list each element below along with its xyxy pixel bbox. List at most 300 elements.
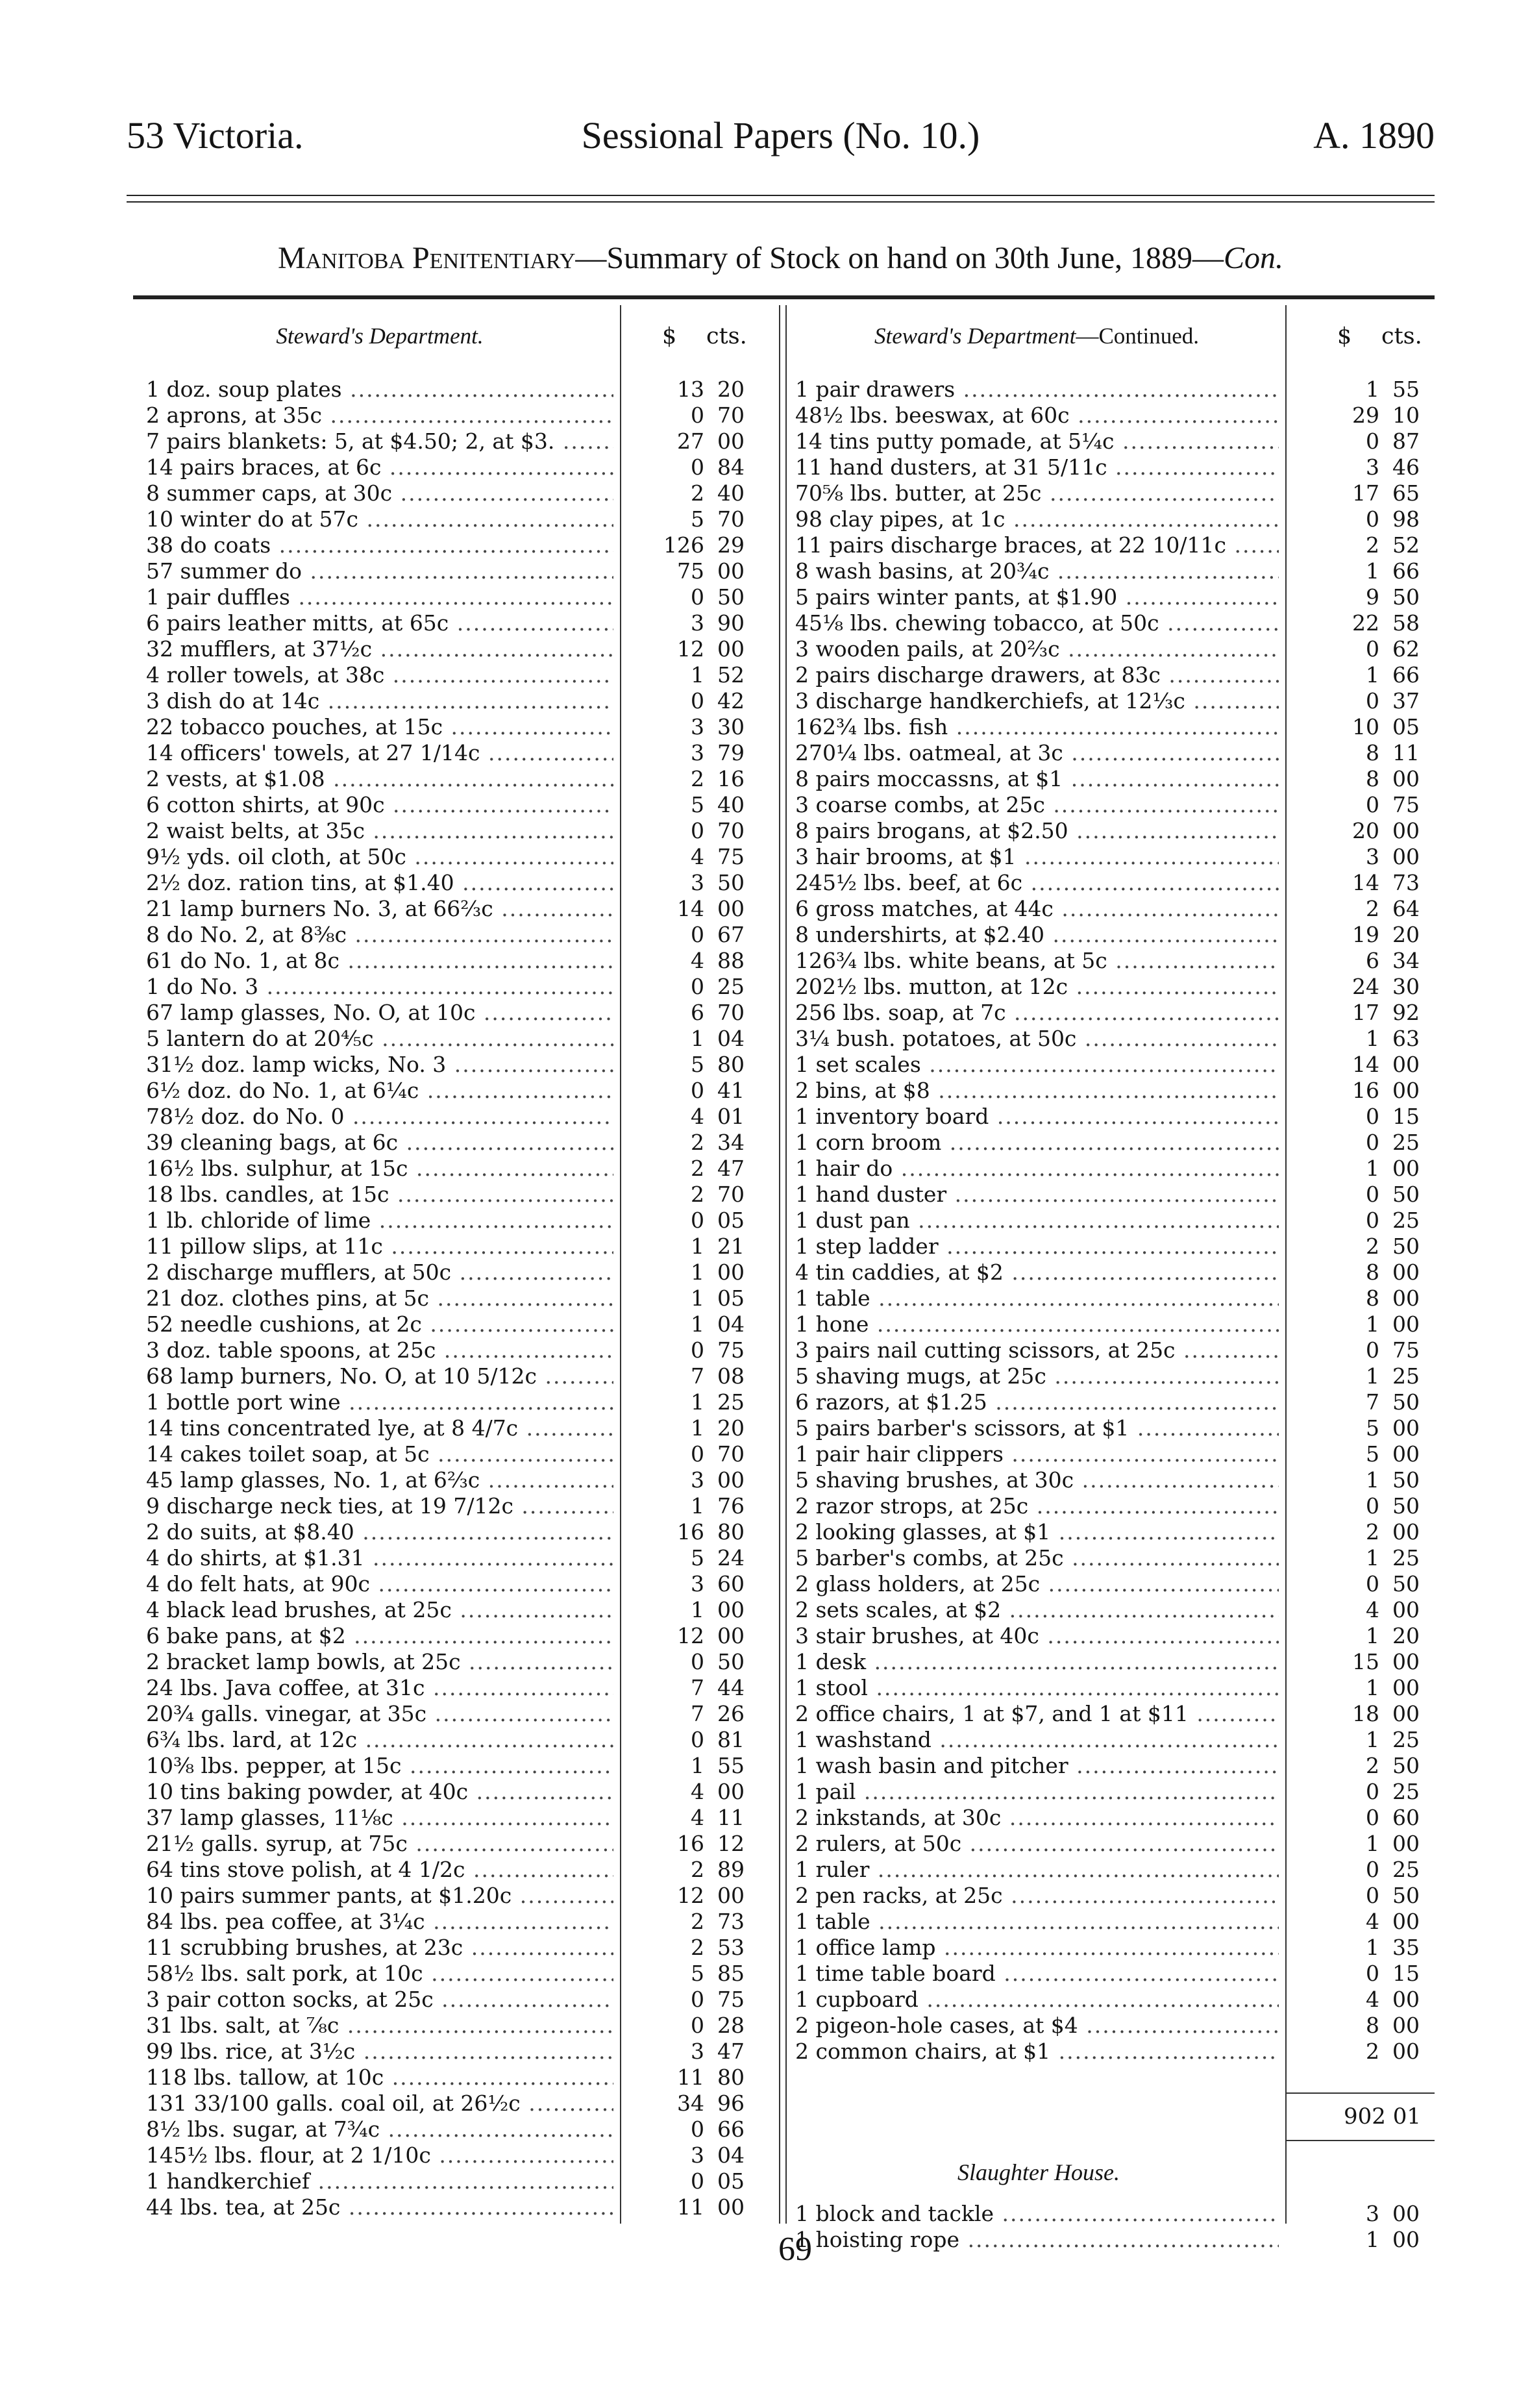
item-description: 4 do shirts, at $1.31 ..... xyxy=(146,1545,613,1571)
item-cents: 00 xyxy=(717,896,745,921)
table-row xyxy=(146,2116,756,2142)
table-row xyxy=(146,896,756,922)
item-cents: 58 xyxy=(1392,610,1420,636)
table-row xyxy=(795,1156,1438,1182)
item-dollars: 2 xyxy=(691,1182,704,1207)
table-row xyxy=(795,1675,1438,1701)
table-row xyxy=(795,792,1438,818)
item-dollars: 1 xyxy=(1366,1363,1379,1389)
item-dollars: 0 xyxy=(691,2116,704,2142)
item-description: 8 do No. 2, at 8⅜c ..... xyxy=(146,922,613,948)
item-description: 31 lbs. salt, at ⅞c ..... xyxy=(146,2013,613,2039)
table-row xyxy=(146,1571,756,1597)
item-dollars: 2 xyxy=(691,1156,704,1181)
item-cents: 00 xyxy=(717,1467,745,1493)
right-item-list xyxy=(795,377,1438,2065)
item-cents: 40 xyxy=(717,480,745,506)
item-cents: 75 xyxy=(717,844,745,869)
header-session: 53 Victoria. xyxy=(127,114,304,156)
table-row xyxy=(146,740,756,766)
item-cents: 80 xyxy=(717,2065,745,2090)
item-description: 52 needle cushions, at 2c ..... xyxy=(146,1311,613,1337)
item-cents: 70 xyxy=(717,403,745,428)
table-row xyxy=(146,1701,756,1727)
item-dollars: 8 xyxy=(1366,1260,1379,1285)
item-cents: 00 xyxy=(717,1623,745,1648)
item-dollars: 5 xyxy=(691,792,704,817)
item-cents: 15 xyxy=(1392,1104,1420,1129)
item-description: 245½ lbs. beef, at 6c ..... xyxy=(795,870,1279,896)
item-description: 2 common chairs, at $1 ..... xyxy=(795,2039,1279,2065)
item-cents: 00 xyxy=(1392,1909,1420,1934)
item-description: 38 do coats ..... xyxy=(146,532,613,558)
table-row xyxy=(146,948,756,974)
item-cents: 92 xyxy=(1392,1000,1420,1025)
item-description: 1 lb. chloride of lime ..... xyxy=(146,1208,613,1234)
item-cents: 00 xyxy=(1392,1675,1420,1700)
item-cents: 47 xyxy=(717,2039,745,2064)
table-row xyxy=(795,610,1438,636)
item-cents: 80 xyxy=(717,1052,745,1077)
table-row xyxy=(795,896,1438,922)
item-cents: 52 xyxy=(1392,532,1420,558)
item-description: 2 discharge mufflers, at 50c ..... xyxy=(146,1260,613,1285)
table-row xyxy=(146,870,756,896)
table-row xyxy=(146,1078,756,1104)
item-description: 3 coarse combs, at 25c ..... xyxy=(795,792,1279,818)
item-dollars: 20 xyxy=(1352,818,1379,843)
item-description: 2 office chairs, 1 at $7, and 1 at $11 ..... xyxy=(795,1701,1279,1727)
item-cents: 35 xyxy=(1392,1935,1420,1960)
table-row xyxy=(146,1909,756,1935)
item-dollars: 0 xyxy=(691,584,704,610)
item-cents: 25 xyxy=(1392,1779,1420,1804)
table-row xyxy=(146,1545,756,1571)
item-cents: 00 xyxy=(717,1260,745,1285)
item-dollars: 0 xyxy=(1366,792,1379,817)
table-row xyxy=(146,714,756,740)
item-description: 5 pairs winter pants, at $1.90 ..... xyxy=(795,584,1279,610)
table-row xyxy=(146,922,756,948)
item-dollars: 0 xyxy=(1366,1208,1379,1233)
table-row xyxy=(795,403,1438,428)
item-description: 145½ lbs. flour, at 2 1/10c ..... xyxy=(146,2142,613,2168)
title-rule xyxy=(133,295,1435,299)
table-row xyxy=(795,454,1438,480)
item-dollars: 5 xyxy=(691,1961,704,1986)
table-row xyxy=(146,558,756,584)
item-cents: 70 xyxy=(717,506,745,532)
item-dollars: 4 xyxy=(1366,1597,1379,1622)
item-cents: 25 xyxy=(1392,1857,1420,1882)
table-row xyxy=(146,1000,756,1026)
item-dollars: 5 xyxy=(691,1052,704,1077)
table-row xyxy=(795,1597,1438,1623)
table-row xyxy=(146,1156,756,1182)
item-dollars: 4 xyxy=(691,1805,704,1830)
item-description: 10 tins baking powder, at 40c ..... xyxy=(146,1779,613,1805)
item-dollars: 0 xyxy=(1366,636,1379,662)
running-header xyxy=(127,114,1435,166)
item-description: 1 do No. 3 ..... xyxy=(146,974,613,1000)
table-row xyxy=(146,1519,756,1545)
table-row xyxy=(795,662,1438,688)
item-description: 67 lamp glasses, No. O, at 10c ..... xyxy=(146,1000,613,1026)
item-dollars: 4 xyxy=(1366,1909,1379,1934)
item-description: 1 office lamp ..... xyxy=(795,1935,1279,1961)
item-cents: 01 xyxy=(717,1104,745,1129)
column-rule xyxy=(785,305,787,2224)
item-dollars: 1 xyxy=(691,1260,704,1285)
item-dollars: 0 xyxy=(1366,1182,1379,1207)
item-cents: 04 xyxy=(717,2142,745,2168)
table-row xyxy=(146,1961,756,1987)
item-cents: 37 xyxy=(1392,688,1420,714)
item-description: 32 mufflers, at 37½c ..... xyxy=(146,636,613,662)
table-row xyxy=(795,558,1438,584)
item-cents: 25 xyxy=(1392,1208,1420,1233)
item-dollars: 0 xyxy=(691,1078,704,1103)
item-dollars: 8 xyxy=(1366,766,1379,791)
item-dollars: 3 xyxy=(691,1571,704,1596)
item-cents: 00 xyxy=(1392,1311,1420,1337)
item-dollars: 10 xyxy=(1352,714,1379,739)
item-cents: 21 xyxy=(717,1234,745,1259)
item-dollars: 0 xyxy=(691,974,704,999)
table-row xyxy=(795,1727,1438,1753)
item-dollars: 0 xyxy=(691,688,704,714)
item-dollars: 0 xyxy=(691,1987,704,2012)
table-row xyxy=(795,532,1438,558)
table-row xyxy=(795,1130,1438,1156)
item-description: 18 lbs. candles, at 15c ..... xyxy=(146,1182,613,1208)
left-column-heading: Steward's Department. xyxy=(276,323,484,349)
item-description: 6½ doz. do No. 1, at 6¼c ..... xyxy=(146,1078,613,1104)
item-description: 11 hand dusters, at 31 5/11c ..... xyxy=(795,454,1279,480)
item-cents: 63 xyxy=(1392,1026,1420,1051)
item-description: 45 lamp glasses, No. 1, at 6⅔c ..... xyxy=(146,1467,613,1493)
table-row xyxy=(795,1545,1438,1571)
item-cents: 40 xyxy=(717,792,745,817)
item-dollars: 3 xyxy=(1366,2201,1379,2226)
item-cents: 04 xyxy=(717,1026,745,1051)
item-description: 3 stair brushes, at 40c ..... xyxy=(795,1623,1279,1649)
title-main: —Summary of Stock on hand on 30th June, 1889— xyxy=(575,241,1224,275)
item-description: 10 pairs summer pants, at $1.20c ..... xyxy=(146,1883,613,1909)
item-cents: 29 xyxy=(717,532,745,558)
item-dollars: 0 xyxy=(1366,1857,1379,1882)
table-row xyxy=(795,1441,1438,1467)
item-cents: 00 xyxy=(1392,1260,1420,1285)
item-description: 84 lbs. pea coffee, at 3¼c ..... xyxy=(146,1909,613,1935)
item-cents: 00 xyxy=(717,2194,745,2220)
item-description: 48½ lbs. beeswax, at 60c ..... xyxy=(795,403,1279,428)
table-row xyxy=(795,1961,1438,1987)
item-dollars: 29 xyxy=(1352,403,1379,428)
table-row xyxy=(795,1285,1438,1311)
item-description: 14 cakes toilet soap, at 5c ..... xyxy=(146,1441,613,1467)
total-value: 902 01 xyxy=(1344,2104,1421,2129)
table-row xyxy=(146,377,756,403)
total-rule-top xyxy=(1285,2092,1435,2094)
item-dollars: 0 xyxy=(691,818,704,843)
table-row xyxy=(146,2142,756,2168)
table-row xyxy=(146,480,756,506)
total-rule-bottom xyxy=(1285,2140,1435,2141)
item-description: 61 do No. 1, at 8c ..... xyxy=(146,948,613,974)
item-cents: 75 xyxy=(717,1987,745,2012)
table-row xyxy=(146,1675,756,1701)
item-dollars: 2 xyxy=(1366,2039,1379,2064)
item-cents: 00 xyxy=(1392,1831,1420,1856)
item-description: 10 winter do at 57c ..... xyxy=(146,506,613,532)
table-row xyxy=(146,1467,756,1493)
table-row xyxy=(795,1493,1438,1519)
item-description: 1 hair do ..... xyxy=(795,1156,1279,1182)
table-row xyxy=(146,1104,756,1130)
item-cents: 67 xyxy=(717,922,745,947)
item-dollars: 17 xyxy=(1352,1000,1379,1025)
table-row xyxy=(795,1000,1438,1026)
table-row xyxy=(146,792,756,818)
item-description: 6 razors, at $1.25 ..... xyxy=(795,1389,1279,1415)
item-cents: 73 xyxy=(1392,870,1420,895)
item-cents: 76 xyxy=(717,1493,745,1519)
item-dollars: 5 xyxy=(691,1545,704,1570)
item-description: 2½ doz. ration tins, at $1.40 ..... xyxy=(146,870,613,896)
item-dollars: 1 xyxy=(1366,1831,1379,1856)
item-description: 131 33/100 galls. coal oil, at 26½c ..... xyxy=(146,2091,613,2116)
item-cents: 73 xyxy=(717,1909,745,1934)
item-cents: 87 xyxy=(1392,428,1420,454)
item-cents: 26 xyxy=(717,1701,745,1726)
item-description: 1 inventory board ..... xyxy=(795,1104,1279,1130)
item-description: 21 doz. clothes pins, at 5c ..... xyxy=(146,1285,613,1311)
item-description: 1 hone ..... xyxy=(795,1311,1279,1337)
table-row xyxy=(146,662,756,688)
item-dollars: 0 xyxy=(691,922,704,947)
item-description: 14 tins concentrated lye, at 8 4/7c ..... xyxy=(146,1415,613,1441)
table-row xyxy=(795,1883,1438,1909)
item-description: 6 cotton shirts, at 90c ..... xyxy=(146,792,613,818)
item-cents: 47 xyxy=(717,1156,745,1181)
table-row xyxy=(146,1831,756,1857)
item-description: 2 do suits, at $8.40 ..... xyxy=(146,1519,613,1545)
table-row xyxy=(795,1805,1438,1831)
item-description: 6 pairs leather mitts, at 65c ..... xyxy=(146,610,613,636)
item-description: 11 pairs discharge braces, at 22 10/11c ..... xyxy=(795,532,1279,558)
table-row xyxy=(146,1987,756,2013)
item-dollars: 3 xyxy=(691,610,704,636)
table-row xyxy=(795,1649,1438,1675)
item-cents: 30 xyxy=(717,714,745,739)
table-row xyxy=(795,2039,1438,2065)
item-cents: 12 xyxy=(717,1831,745,1856)
item-dollars: 1 xyxy=(1366,2227,1379,2252)
table-row xyxy=(795,584,1438,610)
item-description: 1 ruler ..... xyxy=(795,1857,1279,1883)
table-row xyxy=(146,2168,756,2194)
item-cents: 84 xyxy=(717,454,745,480)
right-cents-heading: cts. xyxy=(1381,323,1422,349)
item-cents: 20 xyxy=(717,1415,745,1441)
item-cents: 25 xyxy=(1392,1363,1420,1389)
item-dollars: 0 xyxy=(1366,688,1379,714)
right-column-heading: Steward's Department—Continued. xyxy=(874,323,1200,349)
item-description: 58½ lbs. salt pork, at 10c ..... xyxy=(146,1961,613,1987)
item-description: 2 bins, at $8 ..... xyxy=(795,1078,1279,1104)
item-description: 16½ lbs. sulphur, at 15c ..... xyxy=(146,1156,613,1182)
table-row xyxy=(146,1779,756,1805)
item-description: 45⅛ lbs. chewing tobacco, at 50c ..... xyxy=(795,610,1279,636)
table-row xyxy=(795,818,1438,844)
item-cents: 34 xyxy=(717,1130,745,1155)
slaughter-house-list xyxy=(795,2201,1438,2253)
item-dollars: 1 xyxy=(691,1493,704,1519)
item-dollars: 2 xyxy=(691,480,704,506)
item-description: 3 pairs nail cutting scissors, at 25c ..... xyxy=(795,1337,1279,1363)
table-row xyxy=(146,636,756,662)
item-description: 270¼ lbs. oatmeal, at 3c ..... xyxy=(795,740,1279,766)
item-dollars: 1 xyxy=(1366,1026,1379,1051)
item-dollars: 0 xyxy=(1366,1337,1379,1363)
table-row xyxy=(795,1909,1438,1935)
item-description: 14 officers' towels, at 27 1/14c ..... xyxy=(146,740,613,766)
item-cents: 90 xyxy=(717,610,745,636)
item-cents: 70 xyxy=(717,1000,745,1025)
table-row xyxy=(795,1234,1438,1260)
table-row xyxy=(146,1415,756,1441)
table-row xyxy=(795,714,1438,740)
item-cents: 25 xyxy=(1392,1727,1420,1752)
item-description: 3¼ bush. potatoes, at 50c ..... xyxy=(795,1026,1279,1052)
item-cents: 64 xyxy=(1392,896,1420,921)
table-row xyxy=(146,428,756,454)
table-row xyxy=(146,1805,756,1831)
item-description: 78½ doz. do No. 0 ..... xyxy=(146,1104,613,1130)
item-description: 2 pairs discharge drawers, at 83c ..... xyxy=(795,662,1279,688)
item-dollars: 4 xyxy=(691,948,704,973)
table-row xyxy=(795,1987,1438,2013)
item-cents: 05 xyxy=(717,2168,745,2194)
item-cents: 89 xyxy=(717,1857,745,1882)
item-cents: 65 xyxy=(1392,480,1420,506)
item-dollars: 1 xyxy=(1366,558,1379,584)
item-cents: 88 xyxy=(717,948,745,973)
item-cents: 00 xyxy=(1392,1649,1420,1674)
item-cents: 80 xyxy=(717,1519,745,1545)
item-cents: 00 xyxy=(1392,1078,1420,1103)
table-row xyxy=(146,2039,756,2065)
item-description: 3 hair brooms, at $1 ..... xyxy=(795,844,1279,870)
item-dollars: 3 xyxy=(691,2039,704,2064)
table-row xyxy=(146,688,756,714)
item-cents: 00 xyxy=(1392,1701,1420,1726)
item-dollars: 1 xyxy=(1366,1311,1379,1337)
table-row xyxy=(795,1104,1438,1130)
item-description: 2 waist belts, at 35c ..... xyxy=(146,818,613,844)
item-dollars: 1 xyxy=(691,1753,704,1778)
item-dollars: 3 xyxy=(1366,454,1379,480)
item-dollars: 3 xyxy=(691,2142,704,2168)
table-row xyxy=(146,1493,756,1519)
item-cents: 08 xyxy=(717,1363,745,1389)
item-dollars: 0 xyxy=(691,2168,704,2194)
item-cents: 30 xyxy=(1392,974,1420,999)
item-dollars: 2 xyxy=(1366,1519,1379,1545)
item-description: 8 pairs brogans, at $2.50 ..... xyxy=(795,818,1279,844)
item-cents: 70 xyxy=(717,1182,745,1207)
item-description: 1 pair duffles ..... xyxy=(146,584,613,610)
item-dollars: 0 xyxy=(691,403,704,428)
item-dollars: 7 xyxy=(691,1363,704,1389)
table-row xyxy=(795,2201,1438,2227)
item-description: 256 lbs. soap, at 7c ..... xyxy=(795,1000,1279,1026)
item-cents: 20 xyxy=(717,377,745,402)
item-dollars: 0 xyxy=(1366,1883,1379,1908)
item-dollars: 4 xyxy=(1366,1987,1379,2012)
item-dollars: 0 xyxy=(691,1727,704,1752)
item-description: 2 inkstands, at 30c ..... xyxy=(795,1805,1279,1831)
item-dollars: 8 xyxy=(1366,2013,1379,2038)
item-dollars: 1 xyxy=(691,662,704,688)
header-year: A. 1890 xyxy=(1313,114,1435,156)
item-dollars: 2 xyxy=(1366,532,1379,558)
item-cents: 50 xyxy=(1392,1234,1420,1259)
item-description: 5 lantern do at 20⅘c ..... xyxy=(146,1026,613,1052)
item-description: 20¾ galls. vinegar, at 35c ..... xyxy=(146,1701,613,1727)
item-cents: 75 xyxy=(1392,792,1420,817)
item-description: 1 bottle port wine ..... xyxy=(146,1389,613,1415)
item-dollars: 6 xyxy=(691,1000,704,1025)
item-cents: 20 xyxy=(1392,1623,1420,1648)
left-dollar-heading: $ xyxy=(662,323,677,349)
item-dollars: 2 xyxy=(691,1130,704,1155)
header-rule-bottom xyxy=(127,201,1435,203)
item-dollars: 126 xyxy=(663,532,704,558)
item-description: 70⅝ lbs. butter, at 25c ..... xyxy=(795,480,1279,506)
item-description: 4 roller towels, at 38c ..... xyxy=(146,662,613,688)
item-description: 8 undershirts, at $2.40 ..... xyxy=(795,922,1279,948)
item-dollars: 24 xyxy=(1352,974,1379,999)
item-cents: 60 xyxy=(1392,1805,1420,1830)
item-description: 1 block and tackle ..... xyxy=(795,2201,1279,2227)
item-description: 118 lbs. tallow, at 10c ..... xyxy=(146,2065,613,2091)
item-dollars: 3 xyxy=(691,870,704,895)
table-row xyxy=(146,1363,756,1389)
item-dollars: 0 xyxy=(1366,506,1379,532)
item-dollars: 2 xyxy=(691,1857,704,1882)
table-row xyxy=(146,2065,756,2091)
item-description: 21½ galls. syrup, at 75c ..... xyxy=(146,1831,613,1857)
item-cents: 66 xyxy=(1392,662,1420,688)
item-cents: 25 xyxy=(1392,1130,1420,1155)
item-description: 1 table ..... xyxy=(795,1285,1279,1311)
item-description: 5 shaving brushes, at 30c ..... xyxy=(795,1467,1279,1493)
item-dollars: 1 xyxy=(1366,1623,1379,1648)
item-description: 24 lbs. Java coffee, at 31c ..... xyxy=(146,1675,613,1701)
item-description: 44 lbs. tea, at 25c ..... xyxy=(146,2194,613,2220)
item-cents: 53 xyxy=(717,1935,745,1960)
item-dollars: 3 xyxy=(691,714,704,739)
item-dollars: 0 xyxy=(1366,428,1379,454)
item-dollars: 0 xyxy=(691,2013,704,2038)
item-description: 1 hoisting rope ..... xyxy=(795,2227,1279,2253)
item-cents: 75 xyxy=(717,1337,745,1363)
item-description: 1 step ladder ..... xyxy=(795,1234,1279,1260)
item-cents: 00 xyxy=(1392,1415,1420,1441)
table-row xyxy=(146,1441,756,1467)
